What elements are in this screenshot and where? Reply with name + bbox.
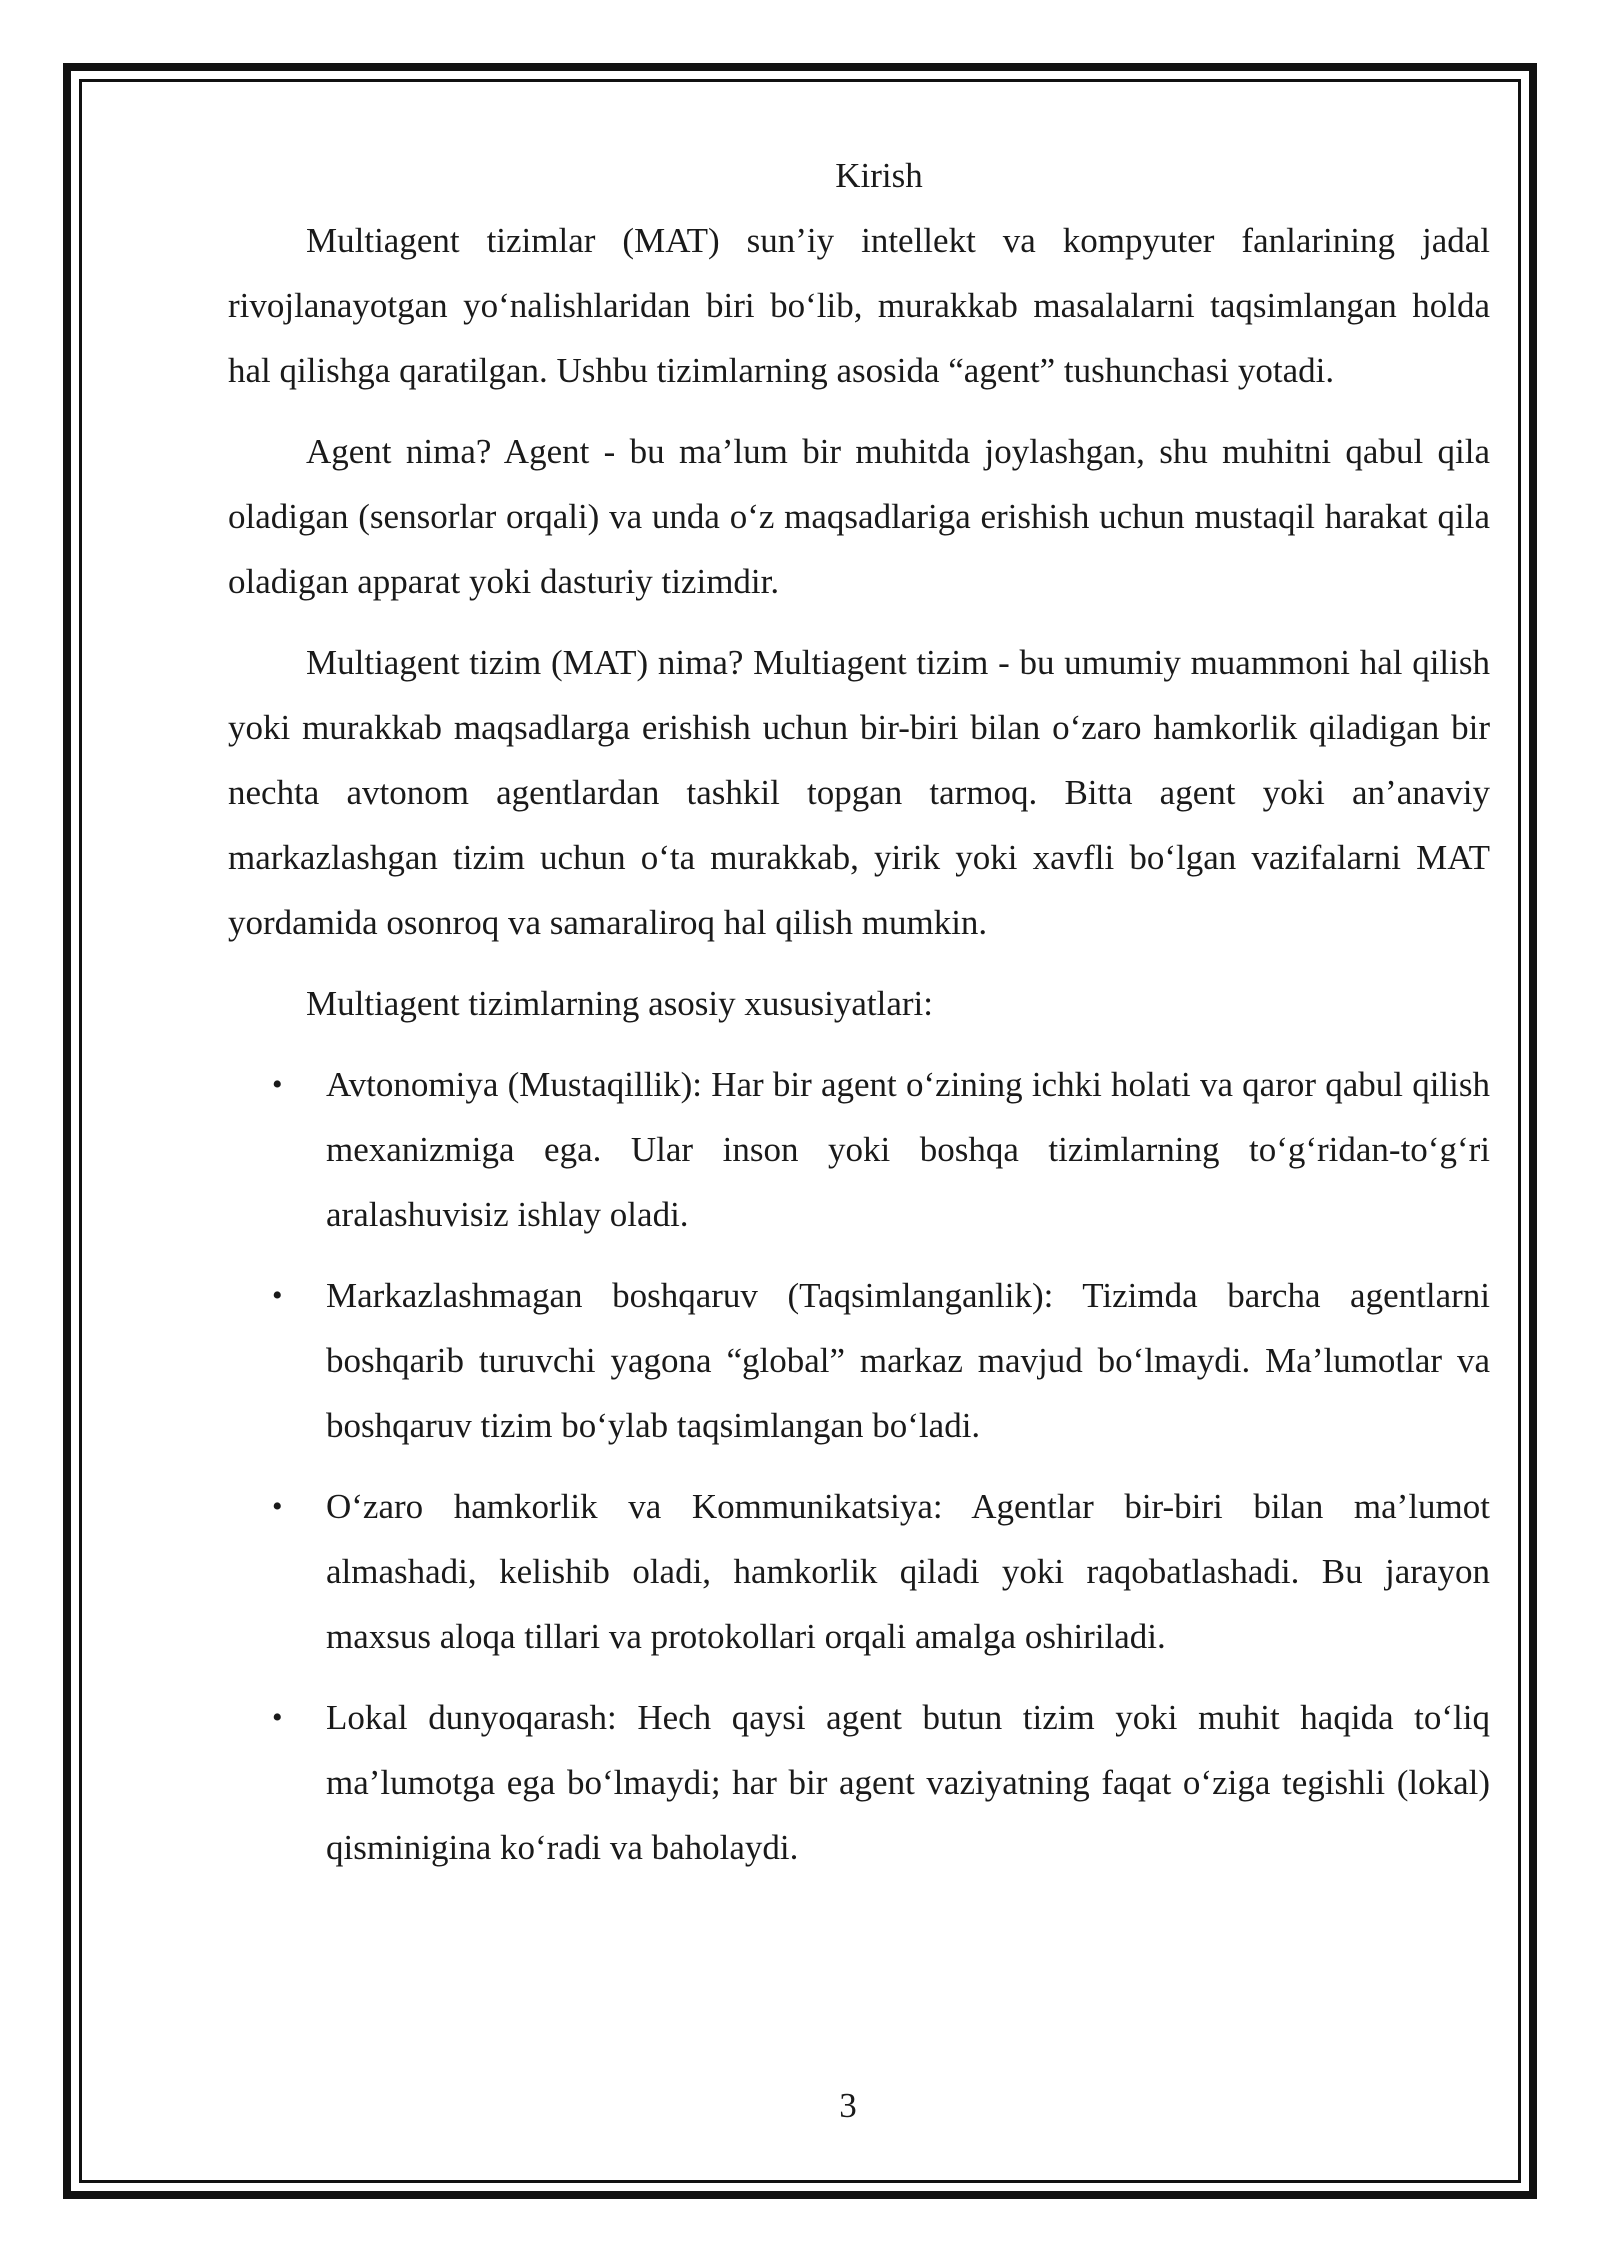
- list-item: [228, 1685, 1490, 1880]
- section-title: Kirish: [835, 156, 923, 195]
- list-item-text: O‘zaro hamkorlik va Kommunikatsiya: Agentlar bir-biri bilan ma’lumot almashadi, kelishib oladi, hamkorlik qiladi yoki raqobatlashadi. Bu jarayon maxsus aloqa tillari va protokollari orqali amalga oshiriladi.: [326, 1487, 1490, 1656]
- document-body: [228, 143, 1490, 1896]
- bullet-icon: •: [272, 1279, 283, 1312]
- features-list: [228, 1052, 1490, 1880]
- list-item-text: Avtonomiya (Mustaqillik): Har bir agent o‘zining ichki holati va qaror qabul qilish mexanizmiga ega. Ular inson yoki boshqa tizimlarning to‘g‘ridan-to‘g‘ri aralashuvisiz ishlay oladi.: [326, 1065, 1490, 1234]
- list-item: [228, 1052, 1490, 1247]
- list-item-text: Markazlashmagan boshqaruv (Taqsimlanganlik): Tizimda barcha agentlarni boshqarib turuvchi yagona “global” markaz mavjud bo‘lmaydi. Ma’lumotlar va boshqaruv tizim bo‘ylab taqsimlangan bo‘ladi.: [326, 1276, 1490, 1445]
- paragraph-mas-definition: Multiagent tizim (MAT) nima? Multiagent tizim - bu umumiy muammoni hal qilish yoki murakkab maqsadlarga erishish uchun bir-biri bilan o‘zaro hamkorlik qiladigan bir nechta avtonom agentlardan tashkil topgan tarmoq. Bitta agent yoki an’anaviy markazlashgan tizim uchun o‘ta murakkab, yirik yoki xavfli bo‘lgan vazifalarni MAT yordamida osonroq va samaraliroq hal qilish mumkin.: [228, 643, 1490, 942]
- paragraph-features-heading: Multiagent tizimlarning asosiy xususiyatlari:: [306, 984, 933, 1023]
- paragraph-intro: Multiagent tizimlar (MAT) sun’iy intellekt va kompyuter fanlarining jadal rivojlanayotgan yo‘nalishlaridan biri bo‘lib, murakkab masalalarni taqsimlangan holda hal qilishga qaratilgan. Ushbu tizimlarning asosida “agent” tushunchasi yotadi.: [228, 221, 1490, 390]
- paragraph-agent-definition: Agent nima? Agent - bu ma’lum bir muhitda joylashgan, shu muhitni qabul qila oladigan (sensorlar orqali) va unda o‘z maqsadlariga erishish uchun mustaqil harakat qila oladigan apparat yoki dasturiy tizimdir.: [228, 432, 1490, 601]
- list-item-text: Lokal dunyoqarash: Hech qaysi agent butun tizim yoki muhit haqida to‘liq ma’lumotga ega bo‘lmaydi; har bir agent vaziyatning faqat o‘ziga tegishli (lokal) qisminigina ko‘radi va baholaydi.: [326, 1698, 1490, 1867]
- page-number: 3: [839, 2086, 857, 2125]
- bullet-icon: •: [272, 1701, 283, 1734]
- bullet-icon: •: [272, 1068, 283, 1101]
- list-item: [228, 1474, 1490, 1669]
- list-item: [228, 1263, 1490, 1458]
- bullet-icon: •: [272, 1490, 283, 1523]
